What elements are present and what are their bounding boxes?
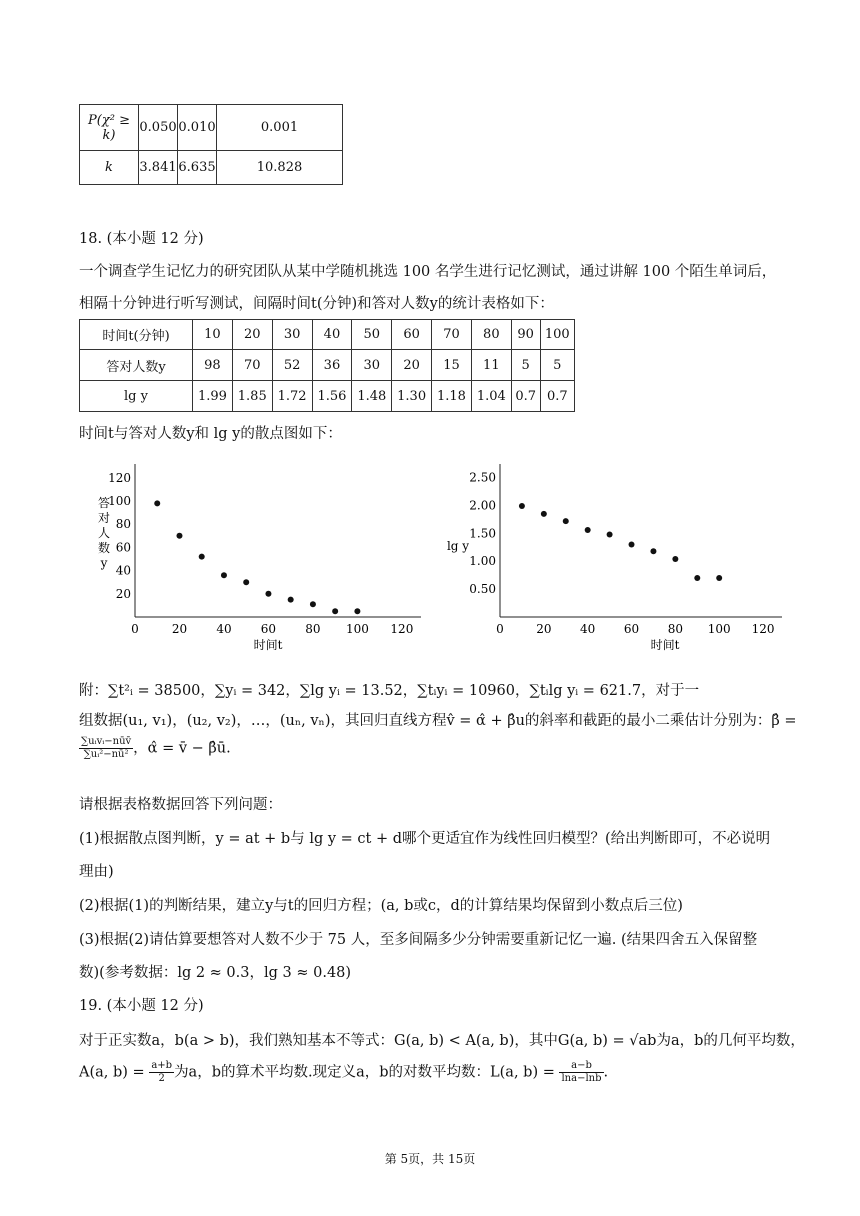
t-cell: 80 <box>471 320 511 350</box>
row-label-y: 答对人数y <box>80 350 193 381</box>
lg-cell: 1.56 <box>312 381 352 412</box>
row-label-lg: lg y <box>80 381 193 412</box>
data-point <box>541 511 547 517</box>
k-cell: 3.841 <box>139 151 178 185</box>
lg-cell: 1.04 <box>471 381 511 412</box>
row-label-t: 时间t(分钟) <box>80 320 193 350</box>
log-mean-fraction <box>559 1060 603 1085</box>
t-cell: 70 <box>432 320 472 350</box>
y-tick-label: 80 <box>115 517 131 532</box>
page-footer: 第 5页，共 15页 <box>384 1152 476 1166</box>
x-axis-label: 时间t <box>253 638 283 652</box>
t-cell: 20 <box>232 320 272 350</box>
data-point <box>154 500 160 506</box>
x-tick-label: 40 <box>216 622 232 636</box>
data-point <box>310 601 316 607</box>
k-cell: 10.828 <box>217 151 343 185</box>
k-cell: 6.635 <box>178 151 217 185</box>
y-tick-label: 60 <box>115 540 131 555</box>
lg-cell: 1.18 <box>432 381 472 412</box>
x-tick-label: 120 <box>751 622 775 636</box>
t-cell: 60 <box>392 320 432 350</box>
t-cell: 90 <box>511 320 540 350</box>
t-cell: 30 <box>272 320 312 350</box>
x-tick-label: 80 <box>305 622 321 636</box>
x-tick-label: 100 <box>345 622 369 636</box>
y-cell: 20 <box>392 350 432 381</box>
y-cell: 30 <box>352 350 392 381</box>
lg-cell: 0.7 <box>511 381 540 412</box>
data-point <box>332 608 338 614</box>
part2: (2)根据(1)的判断结果，建立y与t的回归方程；(a, b或c，d的计算结果均保留到小数点后三位) <box>79 898 683 914</box>
data-point <box>265 591 271 597</box>
y-cell: 5 <box>511 350 540 381</box>
arith-mean-denominator: 2 <box>158 1073 165 1084</box>
period: . <box>603 1064 609 1081</box>
data-point <box>607 531 613 537</box>
y-cell: 52 <box>272 350 312 381</box>
x-tick-label: 80 <box>667 622 684 636</box>
y-tick-label: 20 <box>115 586 131 601</box>
critical-value-table <box>79 104 343 185</box>
lg-cell: 1.99 <box>193 381 233 412</box>
y-tick-label: 2.50 <box>469 470 496 485</box>
data-point <box>519 503 525 509</box>
y-axis-label: lg y <box>446 539 470 553</box>
arith-mean-fraction <box>149 1060 174 1085</box>
data-point <box>288 597 294 603</box>
log-mean-denominator: lna−lnb <box>561 1073 602 1084</box>
t-cell: 40 <box>312 320 352 350</box>
x-tick-label: 40 <box>580 622 596 636</box>
lg-cell: 1.48 <box>352 381 392 412</box>
y-cell: 15 <box>432 350 472 381</box>
part1-line2: 理由) <box>79 864 114 880</box>
y-tick-label: 120 <box>108 470 131 485</box>
lg-cell: 1.72 <box>272 381 312 412</box>
scatter-plot-lgy <box>440 462 790 662</box>
t-cell: 100 <box>540 320 574 350</box>
log-mean-text: 为a，b的算术平均数.现定义a，b的对数平均数：L(a, b) = <box>174 1064 555 1081</box>
y-tick-label: 2.00 <box>469 498 496 513</box>
data-point <box>199 554 205 560</box>
data-point <box>650 548 656 554</box>
data-point <box>585 527 591 533</box>
arith-mean-label: A(a, b) = <box>79 1064 145 1081</box>
y-axis-label-vertical: 答对人数 y <box>97 496 111 570</box>
lg-cell: 0.7 <box>540 381 574 412</box>
alpha-formula: ，α̂ = v̄ − β̂ū. <box>133 740 231 757</box>
y-cell: 11 <box>471 350 511 381</box>
scatter-intro: 时间t与答对人数y和 lg y的散点图如下： <box>79 426 342 442</box>
t-cell: 50 <box>352 320 392 350</box>
data-point <box>176 533 182 539</box>
prob-cell: 0.010 <box>178 105 217 151</box>
beta-fraction-denominator: ∑uᵢ²−nū² <box>83 749 129 760</box>
y-tick-label: 40 <box>115 563 131 578</box>
y-cell: 5 <box>540 350 574 381</box>
arith-mean-numerator: a+b <box>151 1060 173 1071</box>
data-point <box>563 518 569 524</box>
lg-cell: 1.30 <box>392 381 432 412</box>
part3-line1: (3)根据(2)请估算要想答对人数不少于 75 人，至多间隔多少分钟需要重新记忆一遍. (结果四舍五入保留整 <box>79 932 758 948</box>
x-tick-label: 120 <box>390 622 414 636</box>
y-cell: 98 <box>193 350 233 381</box>
x-tick-label: 100 <box>707 622 731 636</box>
data-point <box>354 608 360 614</box>
y-cell: 36 <box>312 350 352 381</box>
scatter-plot-y <box>90 462 440 662</box>
data-point <box>243 579 249 585</box>
q18-intro-line1: 一个调查学生记忆力的研究团队从某中学随机挑选 100 名学生进行记忆测试，通过讲解 100 个陌生单词后， <box>79 264 777 280</box>
attach-line2: 组数据(u₁, v₁)，(u₂, v₂)，…，(uₙ, vₙ)，其回归直线方程v̂ = α̂ + β̂u的斜率和截距的最小二乘估计分别为：β̂ = <box>79 713 797 729</box>
q19-line1: 对于正实数a，b(a > b)，我们熟知基本不等式：G(a, b) < A(a, b)，其中G(a, b) = √ab为a，b的几何平均数， <box>79 1033 805 1049</box>
x-tick-label: 60 <box>260 622 277 636</box>
x-tick-label: 20 <box>171 622 188 636</box>
prob-cell: 0.001 <box>217 105 343 151</box>
data-point <box>629 542 635 548</box>
attach-line1: 附：∑t²ᵢ = 38500，∑yᵢ = 342，∑lg yᵢ = 13.52，∑tᵢyᵢ = 10960，∑tᵢlg yᵢ = 621.7，对于一 <box>79 683 700 699</box>
q19-line2 <box>79 1060 608 1085</box>
memory-data-table <box>79 319 575 412</box>
y-tick-label: 0.50 <box>469 582 496 597</box>
part3-line2: 数)(参考数据：lg 2 ≈ 0.3，lg 3 ≈ 0.48) <box>79 965 352 981</box>
attach-line3 <box>79 736 231 761</box>
q18-intro-line2: 相隔十分钟进行听写测试，间隔时间t(分钟)和答对人数y的统计表格如下： <box>79 296 554 312</box>
beta-fraction-numerator: ∑uᵢvᵢ−nūv̄ <box>81 736 132 747</box>
x-tick-label: 0 <box>496 622 504 636</box>
x-tick-label: 20 <box>536 622 552 636</box>
part1-line1: (1)根据散点图判断，y = at + b与 lg y = ct + d哪个更适宜作为线性回归模型？(给出判断即可，不必说明 <box>79 831 771 847</box>
y-tick-label: 1.00 <box>469 554 496 569</box>
data-point <box>716 575 722 581</box>
instruction: 请根据表格数据回答下列问题： <box>79 797 282 813</box>
data-point <box>672 556 678 562</box>
lg-cell: 1.85 <box>232 381 272 412</box>
q18-header: 18. (本小题 12 分) <box>79 231 204 247</box>
y-tick-label: 1.50 <box>469 526 496 541</box>
prob-cell: 0.050 <box>139 105 178 151</box>
data-point <box>694 575 700 581</box>
t-cell: 10 <box>193 320 233 350</box>
x-tick-label: 60 <box>623 622 640 636</box>
y-cell: 70 <box>232 350 272 381</box>
log-mean-numerator: a−b <box>559 1060 603 1073</box>
x-tick-label: 0 <box>131 622 139 636</box>
q19-header: 19. (本小题 12 分) <box>79 998 204 1014</box>
x-axis-label: 时间t <box>650 638 680 652</box>
k-label-cell: k <box>80 151 139 185</box>
y-tick-label: 100 <box>108 494 131 508</box>
beta-fraction <box>79 736 133 761</box>
prob-label-cell: P(χ² ≥ k) <box>80 105 139 151</box>
data-point <box>221 572 227 578</box>
